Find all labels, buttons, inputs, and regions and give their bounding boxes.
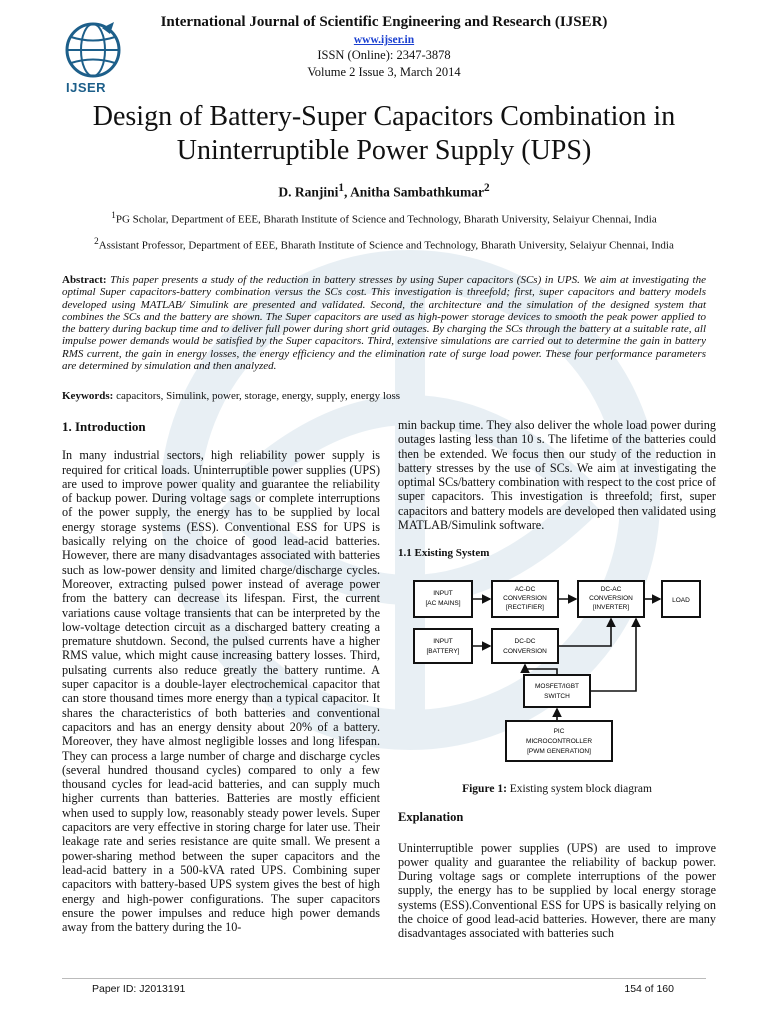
existing-system-heading: 1.1 Existing System [398, 547, 490, 560]
arrow-dcdc-to-inverter [558, 619, 611, 646]
footer-paper-id: Paper ID: J2013191 [92, 983, 186, 995]
abstract-text: This paper presents a study of the reduction in battery stresses by using Super capacitors (SCs) in UPS. We aim at investigating the optimal Super capacitors-battery combination versus the SCs cost. This investigation is threefold; first, super capacitors and battery models developed using MATLAB/ Simulink are presented and validated. Second, the architecture and the simulation of the designed system that combines the SCs and the battery are shown. The Super capacitors are used as high-power storage devices to smooth the peak power applied to the battery during backup time and to deliver full power during short grid outages. By charging the SCs through the battery at a suitable rate, all impulse power demands would be satisfied by the Super capacitors. Third, extensive simulations are carried out to determine the gain in battery RMS current, the gain in energy losses, the energy efficiency and the elimination rate of surge load power. These four performance parameters are determined by simulation and then analyzed. [62, 274, 706, 373]
abstract-label: Abstract: [62, 274, 107, 286]
explanation-heading: Explanation [398, 810, 464, 825]
author-2-sup: 2 [483, 182, 490, 194]
block-dc-dc-l1: DC-DC [514, 637, 536, 645]
block-ac-dc-l2: CONVERSION [503, 594, 547, 602]
block-microcontroller-l3: [PWM GENERATION] [527, 747, 591, 755]
journal-logo-text: IJSER [66, 80, 107, 95]
journal-issn: ISSN (Online): 2347-3878 [317, 48, 451, 62]
block-dc-dc-l2: CONVERSION [503, 647, 547, 655]
block-input-battery-l2: [BATTERY] [426, 647, 460, 655]
block-load-l1: LOAD [672, 596, 690, 604]
block-ac-dc-l3: [RECTIFIER] [506, 603, 544, 611]
intro-continued-paragraph: min backup time. They also deliver the whole load power during outages lasting less than 10 s. The lifetime of the batteries could then be extended. We focus then our study of the reduction in battery stresses by the use of SCs. We aim at investigating the optimal SCs/battery combination with respect to the cost price of super capacitors. This investigation is threefold; first, super capacitors and battery models are developed then validated using MATLAB/Simulink software. [398, 418, 716, 533]
affiliation-2 [20, 236, 748, 252]
journal-url-link[interactable]: www.ijser.in [353, 34, 415, 46]
author-separator: , [344, 184, 351, 200]
affiliation-2-text: Assistant Professor, Department of EEE, Bharath Institute of Science and Technology, Bharath University, Selaiyur Chennai, India [98, 239, 674, 252]
affiliation-1-text: PG Scholar, Department of EEE, Bharath Institute of Science and Technology, Bharath University, Selaiyur Chennai, India [115, 213, 657, 226]
journal-title: International Journal of Scientific Engineering and Research (IJSER) [160, 14, 608, 30]
block-microcontroller-l2: MICROCONTROLLER [525, 737, 593, 745]
block-dc-dc [492, 629, 558, 663]
journal-header [0, 14, 768, 80]
intro-heading: 1. Introduction [62, 419, 146, 434]
block-mosfet-switch-l1: MOSFET/IGBT [534, 682, 580, 690]
block-input-ac-l2: [AC MAINS] [425, 599, 461, 607]
block-input-ac-l1: INPUT [433, 589, 453, 597]
paper-title: Design of Battery-Super Capacitors Combination in Uninterruptible Power Supply (UPS) [92, 101, 676, 166]
figure-1-text: Existing system block diagram [506, 782, 652, 795]
journal-volume: Volume 2 Issue 3, March 2014 [307, 65, 461, 79]
intro-paragraph: In many industrial sectors, high reliability power supply is required for critical loads. Uninterruptible power supplies (UPS) are used to improve power quality and guarantee the reliability of backup power. During voltage sags or complete interruptions of the power supply, the energy has to be supplied by local energy storage systems (ESS). Conventional ESS for UPS is basically relying on the choice of good lead-acid batteries. However, there are many disadvantages associated with batteries such as low-power density and limited charge/discharge cycles. Moreover, extracting pulsed power instead of average power from the battery can decrease its lifespan. First, the current variations cause voltage transients that can be interpreted by the low-voltage detection circuit as a discharged battery creating a premature shutdown. Second, the pulsed currents have a higher RMS value, which might cause increasing battery losses. Third, pulsating currents also reduce greatly the battery runtime. A super capacitor is a double-layer electrochemical capacitor that can store thousand times more energy than a typical capacitor. It shares the characteristics of both batteries and conventional capacitors and has an energy density about 20% of a battery. Moreover, they have almost negligible losses and long lifespan. They can process a large number of charge and discharge cycles (several hundred thousand cycles) compared to only a few thousand cycles for lead-acid batteries, and can supply much higher currents than batteries. Batteries are mostly efficient when used to supply low, reasonably steady power levels. Super capacitors are very effective in storing charge for later use. Their leakage rate and series resistance are quite small. We present a power-sharing method between the super capacitors and the lead-acid battery in a 500-kVA rated UPS. Combining super capacitors with battery-based UPS system gives the best of high energy and high-power configurations. The super capacitors ensure the power impulses and reduce high power demands away from the battery during the 10- [62, 448, 380, 935]
block-input-ac [414, 581, 472, 617]
block-dc-ac-l1: DC-AC [600, 585, 622, 593]
affiliation-2-sup: 2 [94, 236, 99, 246]
block-mosfet-switch [524, 675, 590, 707]
block-microcontroller-l1: PIC [553, 727, 565, 735]
footer-page-number: 154 of 160 [624, 983, 674, 995]
left-column [62, 420, 380, 934]
block-dc-ac-l2: CONVERSION [589, 594, 633, 602]
author-1-sup: 1 [338, 182, 345, 194]
footer-rule [62, 978, 706, 979]
explanation-paragraph: Uninterruptible power supplies (UPS) are used to improve power quality and guarantee the reliability of backup power. During voltage sags or complete interruptions of the power supply, the energy has to be supplied by local energy storage systems (ESS).Conventional ESS for UPS is basically relying on the choice of good lead-acid batteries. However, there are many disadvantages associated with batteries such [398, 840, 716, 941]
author-line [0, 182, 768, 201]
block-ac-dc-l1: AC-DC [514, 585, 536, 593]
block-input-battery-l1: INPUT [433, 637, 453, 645]
right-column [398, 418, 716, 941]
block-diagram [406, 571, 706, 771]
author-2: Anitha Sambathkumar [350, 184, 484, 200]
author-1: D. Ranjini [278, 184, 339, 200]
arrow-switch-to-inverter [590, 619, 636, 691]
keywords [62, 390, 706, 402]
abstract [62, 274, 706, 372]
keywords-text: capacitors, Simulink, power, storage, energy, supply, energy loss [116, 390, 401, 402]
block-input-battery [414, 629, 472, 663]
figure-1-caption [398, 782, 716, 796]
block-mosfet-switch-l2: SWITCH [544, 692, 570, 700]
affiliation-1-sup: 1 [111, 210, 116, 220]
arrow-switch-to-dcdc [525, 665, 557, 675]
keywords-label: Keywords: [62, 390, 114, 402]
affiliation-1 [20, 210, 748, 226]
figure-1-label: Figure 1: [462, 782, 507, 795]
block-dc-ac-l3: [INVERTER] [592, 603, 630, 611]
